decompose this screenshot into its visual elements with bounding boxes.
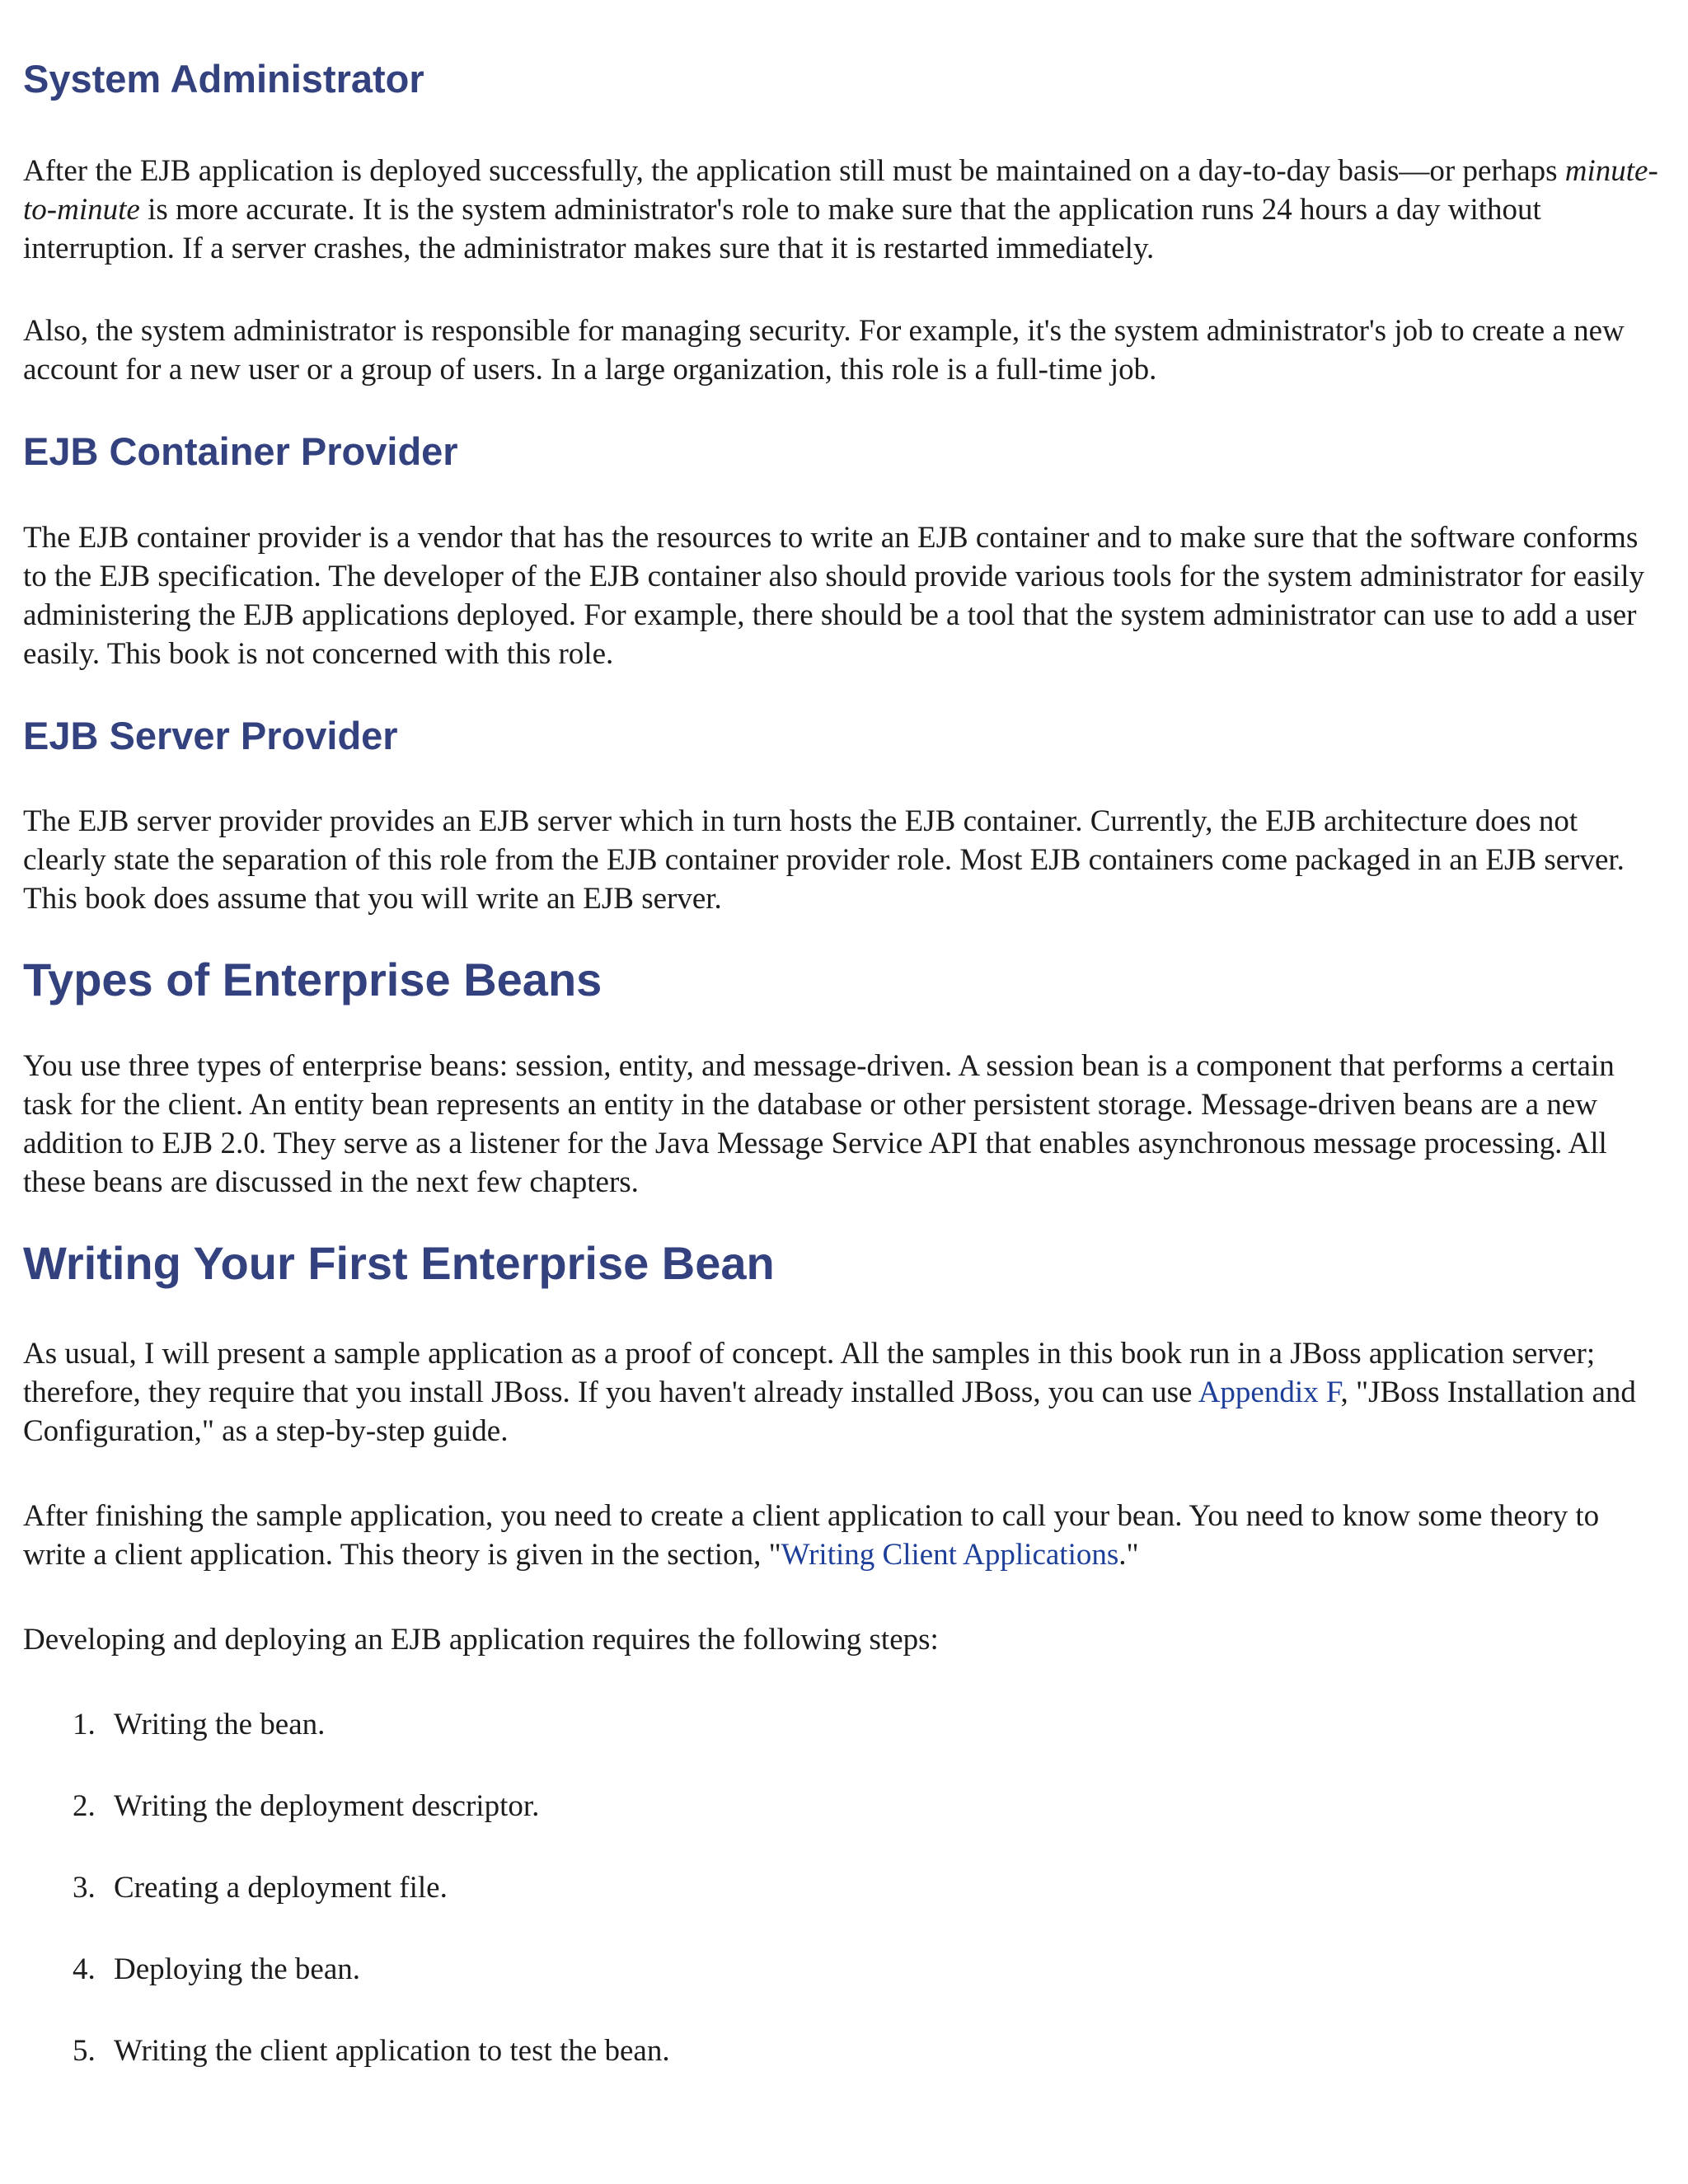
paragraph-container-provider: The EJB container provider is a vendor that has the resources to write an EJB container and to make sure that the software conforms to the EJB specification. The developer of the EJB container also should provide various tools for the system administrator for easily administering the EJB applications deployed. For example, there should be a tool that the system administrator can use to add a user easily. This book is not concerned with this role. — [23, 520, 1645, 671]
paragraph-server-provider: The EJB server provider provides an EJB server which in turn hosts the EJB container. Currently, the EJB architecture does not clearly state the separation of this role from the EJB container provider role. Most EJB containers come packaged in an EJB server. This book does assume that you will write an EJB server. — [23, 804, 1625, 916]
text-run: , "JBoss Installation and Configuration," as a step-by-step guide. — [23, 1375, 1636, 1448]
heading-system-administrator: System Administrator — [23, 57, 424, 101]
heading-ejb-server-provider: EJB Server Provider — [23, 713, 398, 757]
text-run: After finishing the sample application, you need to create a client application to call your bean. You need to know some theory to write a client application. This theory is given in the section, " — [23, 1498, 1600, 1572]
list-item — [23, 2032, 1663, 2070]
paragraph-sys-admin-2: Also, the system administrator is responsible for managing security. For example, it's the system administrator's job to create a new account for a new user or a group of users. In a large organization, this role is a full-time job. — [23, 314, 1625, 387]
appendix-f-link[interactable]: Appendix F — [1198, 1375, 1341, 1409]
list-item-text: Writing the bean. — [114, 1707, 326, 1741]
heading-ejb-container-provider: EJB Container Provider — [23, 429, 458, 474]
document-page — [23, 0, 1663, 2070]
text-run: ." — [1118, 1537, 1139, 1572]
heading-types-of-enterprise-beans: Types of Enterprise Beans — [23, 954, 603, 1006]
list-item — [23, 1705, 1663, 1744]
text-run: is more accurate. It is the system administrator's role to make sure that the application runs 24 hours a day without interruption. If a server crashes, the administrator makes sure that it is restarted immediately. — [23, 193, 1541, 266]
list-item-number: 3. — [73, 1870, 96, 1905]
paragraph-types: You use three types of enterprise beans: session, entity, and message-driven. A session bean is a component that performs a certain task for the client. An entity bean represents an entity in the database or other persistent storage. Message-driven beans are a new addition to EJB 2.0. They serve as a listener for the Java Message Service API that enables asynchronous message processing. All these beans are discussed in the next few chapters. — [23, 1049, 1615, 1200]
paragraph-first-bean-1 — [23, 1334, 1663, 1451]
list-item-number: 5. — [73, 2033, 96, 2068]
emphasis-text: minute-to-minute — [23, 154, 1658, 227]
list-item-number: 2. — [73, 1788, 96, 1823]
paragraph-first-bean-2 — [23, 1497, 1663, 1574]
list-item-number: 1. — [73, 1707, 96, 1741]
heading-writing-first-enterprise-bean: Writing Your First Enterprise Bean — [23, 1237, 775, 1290]
list-item-number: 4. — [73, 1952, 96, 1986]
text-run: As usual, I will present a sample application as a proof of concept. All the samples in this book run in a JBoss application server; therefore, they require that you install JBoss. If you haven't already installed JBoss, you can use — [23, 1336, 1596, 1409]
paragraph-first-bean-3: Developing and deploying an EJB application requires the following steps: — [23, 1622, 939, 1657]
list-item-text: Writing the client application to test the bean. — [114, 2033, 670, 2068]
list-item — [23, 1868, 1663, 1907]
paragraph-sys-admin-1 — [23, 152, 1663, 268]
writing-client-applications-link[interactable]: Writing Client Applications — [781, 1537, 1119, 1572]
list-item — [23, 1950, 1663, 1989]
list-item — [23, 1787, 1663, 1825]
text-run: After the EJB application is deployed successfully, the application still must be maintained on a day-to-day basis—or perhaps — [23, 154, 1565, 189]
list-item-text: Creating a deployment file. — [114, 1870, 448, 1905]
list-item-text: Deploying the bean. — [114, 1952, 360, 1986]
steps-list — [23, 1705, 1663, 2070]
list-item-text: Writing the deployment descriptor. — [114, 1788, 540, 1823]
